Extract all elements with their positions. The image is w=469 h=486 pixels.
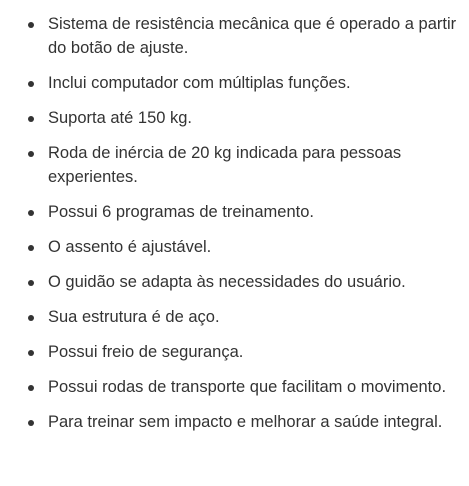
list-item bbox=[28, 270, 457, 294]
list-item bbox=[28, 235, 457, 259]
list-item bbox=[28, 12, 457, 60]
bullet-icon bbox=[28, 420, 34, 426]
feature-text: Sua estrutura é de aço. bbox=[48, 308, 220, 326]
feature-text: Possui freio de segurança. bbox=[48, 343, 244, 361]
feature-text: Sistema de resistência mecânica que é operado a partir do botão de ajuste. bbox=[48, 15, 457, 57]
bullet-icon bbox=[28, 81, 34, 87]
bullet-icon bbox=[28, 151, 34, 157]
feature-text: Inclui computador com múltiplas funções. bbox=[48, 74, 351, 92]
feature-text: Roda de inércia de 20 kg indicada para pessoas experientes. bbox=[48, 144, 402, 186]
feature-text: Para treinar sem impacto e melhorar a saúde integral. bbox=[48, 413, 443, 431]
feature-text: O assento é ajustável. bbox=[48, 238, 212, 256]
feature-text: Possui rodas de transporte que facilitam o movimento. bbox=[48, 378, 447, 396]
bullet-icon bbox=[28, 350, 34, 356]
list-item bbox=[28, 106, 457, 130]
list-item bbox=[28, 410, 457, 434]
bullet-icon bbox=[28, 245, 34, 251]
list-item bbox=[28, 305, 457, 329]
feature-text: Possui 6 programas de treinamento. bbox=[48, 203, 314, 221]
list-item bbox=[28, 200, 457, 224]
bullet-icon bbox=[28, 22, 34, 28]
bullet-icon bbox=[28, 315, 34, 321]
list-item bbox=[28, 141, 457, 189]
list-item bbox=[28, 340, 457, 364]
list-item bbox=[28, 71, 457, 95]
bullet-icon bbox=[28, 385, 34, 391]
list-item bbox=[28, 375, 457, 399]
feature-list bbox=[0, 12, 469, 434]
bullet-icon bbox=[28, 280, 34, 286]
bullet-icon bbox=[28, 116, 34, 122]
feature-text: O guidão se adapta às necessidades do usuário. bbox=[48, 273, 406, 291]
bullet-icon bbox=[28, 210, 34, 216]
feature-text: Suporta até 150 kg. bbox=[48, 109, 193, 127]
